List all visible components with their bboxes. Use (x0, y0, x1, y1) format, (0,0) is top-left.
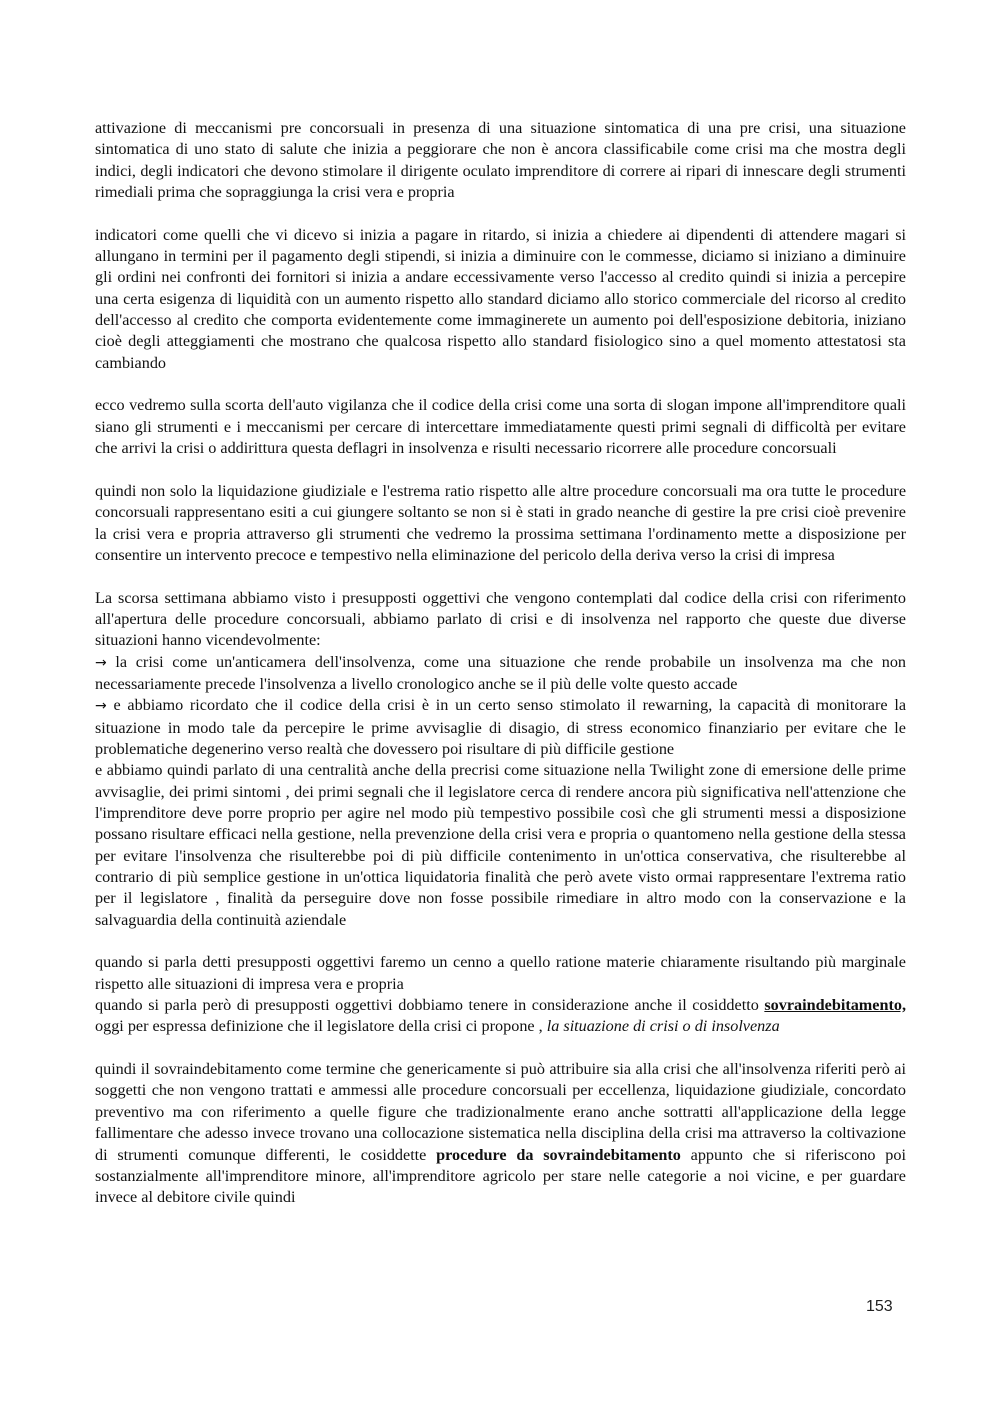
definition-italic: la situazione di crisi o di insolvenza (546, 1017, 780, 1036)
bullet-crisi-anticamera (95, 652, 906, 696)
paragraph-scorsa-settimana: La scorsa settimana abbiamo visto i presupposti oggettivi che vengono contemplati dal codice della crisi con riferimento all'apertura delle procedure concorsuali, abbiamo parlato di crisi e di insolvenza nel rapporto che queste due diverse situazioni hanno vicendevolmente: (95, 588, 906, 650)
paragraph-gap (95, 931, 906, 952)
paragraph-indicatori: indicatori come quelli che vi dicevo si inizia a pagare in ritardo, si inizia a chiedere ai dipendenti di attendere magari si allungano in termini per il pagamento degli stipendi, si inizia a diminuire con le commesse, diciamo si iniziano a diminuire gli ordini nei confronti dei fornitori si inizia a andare eccessivamente verso l'accesso al credito quindi si inizia a percepire una certa esigenza di liquidità con un aumento rispetto allo standard diciamo allo storico commerciale del ricorso al credito dell'accesso al credito che comporta evidentemente come immaginerete un aumento poi dell'esposizione debitoria, iniziano cioè degli atteggiamenti che mostrano che qualcosa rispetto allo standard fisiologico sino a quel momento attestatosi sta cambiando (95, 225, 906, 372)
paragraph-gap (95, 203, 906, 224)
term-procedure-sovraindebitamento: procedure da sovraindebitamento (436, 1145, 681, 1164)
arrow-right-icon: → (95, 698, 107, 715)
bullet-rewarning (95, 695, 906, 760)
paragraph-auto-vigilanza: ecco vedremo sulla scorta dell'auto vigilanza che il codice della crisi come una sorta di slogan impone all'imprenditore quali siano gli strumenti e i meccanismi per cercare di intercettare immediatamente questi primi segnali di difficoltà per evitare che arrivi la crisi o addirittura questa deflagri in insolvenza e risulti necessario ricorrere alle procedure concorsuali (95, 396, 906, 458)
page-number: 153 (866, 1298, 893, 1315)
paragraph-meccanismi-pre-concorsuali: attivazione di meccanismi pre concorsuali in presenza di una situazione sintomatica di una pre crisi, una situazione sintomatica di uno stato di salute che inizia a peggiorare che non è ancora classificabile come crisi ma che mostra degli indici, degli indicatori che devono stimolare il dirigente oculato imprenditore di correre ai ripari di innescare degli strumenti rimediali prima che sopraggiunga la crisi vera e propria (95, 119, 906, 202)
paragraph-gap (95, 1038, 906, 1059)
paragraph-procedure-sovraindebitamento: quindi il sovraindebitamento come termine che genericamente si può attribuire sia alla crisi che all'insolvenza riferiti però ai soggetti che non vengono trattati e ammessi alle procedure concorsuali per eccellenza, liquidazione giudiziale, concordato preventivo ma con riferimento a quelle figure che tradizionalmente erano anche sottratti all'applicazione della legge fallimentare che adesso invece trovano una collocazione sistematica nella disciplina della crisi ma attraverso la coltivazione di strumenti comunque differenti, le cosiddette procedure da sovraindebitamento appunto che si riferiscono poi sostanzialmente all'imprenditore minore, all'imprenditore agricolo per stare nelle categorie a noi vicine, e per guardare invece al debitore civile quindi (95, 1060, 906, 1207)
bullet-text: la crisi come un'anticamera dell'insolvenza, come una situazione che rende probabile un insolvenza ma che non necessariamente precede l'insolvenza a livello cronologico anche se il più delle volte questo accade (95, 652, 907, 693)
paragraph-liquidazione-giudiziale: quindi non solo la liquidazione giudiziale e l'estrema ratio rispetto alle altre procedure concorsuali ma ora tutte le procedure concorsuali rappresentano esiti a cui giungere soltanto se non si è stati in grado neanche di gestire la pre crisi cioè prevenire la crisi vera e propria attraverso gli strumenti che vedremo la prossima settimana l'ordinamento mette a disposizione per consentire un intervento precoce e tempestivo nella eliminazione del pericolo della deriva verso la crisi di impresa (95, 481, 906, 564)
document-page (95, 118, 906, 1209)
term-sovraindebitamento: sovraindebitamento, (764, 996, 906, 1015)
paragraph-sovraindebitamento-definizione: quando si parla però di presupposti oggettivi dobbiamo tenere in considerazione anche il cosiddetto sovraindebitamento, oggi per espressa definizione che il legislatore della crisi ci propone , la situazione di crisi o di insolvenza (95, 996, 906, 1036)
paragraph-gap (95, 374, 906, 395)
arrow-right-icon: → (95, 654, 107, 671)
paragraph-gap (95, 460, 906, 481)
paragraph-ratione-materie: quando si parla detti presupposti oggettivi faremo un cenno a quello ratione materie chiaramente risultando più marginale rispetto alle situazioni di impresa vera e propria (95, 953, 906, 993)
paragraph-gap (95, 566, 906, 587)
bullet-text: e abbiamo ricordato che il codice della crisi è in un certo senso stimolato il rewarning, la capacità di monitorare la situazione in modo tale da percepire le prime avvisaglie di disagio, di stress economico finanziario per evitare che le problematiche degenerino verso realtà che dovessero poi risultare di più difficile gestione (95, 696, 907, 758)
paragraph-precrisi: e abbiamo quindi parlato di una centralità anche della precrisi come situazione nella Twilight zone di emersione delle prime avvisaglie, dei primi sintomi , dei primi segnali che il legislatore cerca di rendere ancora più significativa nell'attenzione che l'imprenditore deve porre proprio per agire nel modo più tempestivo possibile così che gli strumenti messi a disposizione possano risultare efficaci nella gestione, nella prevenzione della crisi vera e propria o quantomeno nella gestione della stessa per evitare l'insolvenza che risulterebbe poi di più difficile contenimento in un'ottica conservativa, che risulterebbe al contrario di più semplice gestione in un'ottica liquidatoria finalità che però avete visto ormai rappresentare l'extrema ratio per il legislatore , finalità da perseguire dove non fosse possibile rimediare in altro modo con la conservazione e la salvaguardia della continuità aziendale (95, 761, 906, 929)
